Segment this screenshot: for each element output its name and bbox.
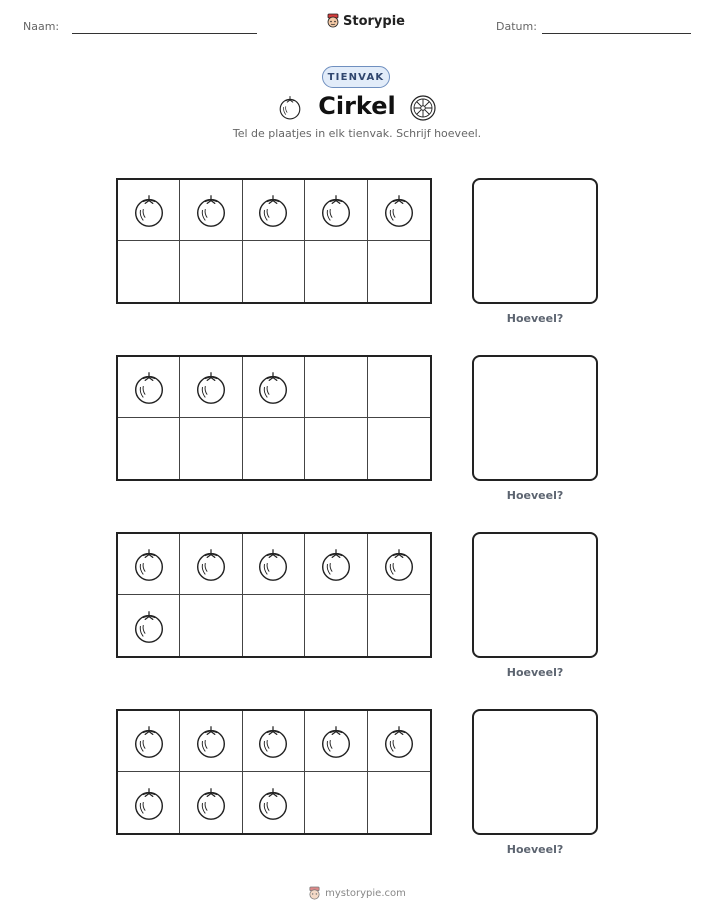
- tomato-icon: [130, 607, 168, 645]
- ten-frame-cell: [368, 534, 430, 595]
- answer-box[interactable]: [472, 709, 598, 835]
- ten-frame-cell: [180, 595, 242, 656]
- wheel-icon: [408, 93, 438, 123]
- answer-box[interactable]: [472, 355, 598, 481]
- ten-frame-cell: [180, 772, 242, 833]
- tomato-icon: [130, 545, 168, 583]
- answer-label: Hoeveel?: [506, 489, 564, 502]
- ten-frame-cell: [180, 418, 242, 479]
- tomato-icon: [254, 368, 292, 406]
- ten-frame-cell: [368, 711, 430, 772]
- tomato-icon: [254, 784, 292, 822]
- ten-frame: [116, 532, 432, 658]
- tomato-icon: [380, 722, 418, 760]
- brand-logo: [326, 13, 405, 29]
- ten-frame-cell: [368, 357, 430, 418]
- ten-frame-cell: [305, 241, 367, 302]
- ten-frame-cell: [180, 241, 242, 302]
- tomato-icon: [130, 722, 168, 760]
- storypie-mascot-icon: [326, 13, 340, 29]
- footer: [0, 886, 714, 901]
- ten-frame-cell: [305, 418, 367, 479]
- date-label: Datum:: [496, 20, 537, 33]
- ten-frame-cell: [305, 595, 367, 656]
- ten-frame-cell: [368, 418, 430, 479]
- ten-frame-cell: [368, 241, 430, 302]
- ten-frame-cell: [368, 595, 430, 656]
- ten-frame-cell: [243, 595, 305, 656]
- ten-frame-cell: [305, 180, 367, 241]
- tomato-icon: [130, 191, 168, 229]
- ten-frame-cell: [368, 180, 430, 241]
- ten-frame-cell: [243, 357, 305, 418]
- tomato-icon: [192, 784, 230, 822]
- instructions: Tel de plaatjes in elk tienvak. Schrijf hoeveel.: [232, 127, 482, 140]
- tomato-icon: [380, 545, 418, 583]
- tomato-icon: [317, 722, 355, 760]
- ten-frame-cell: [305, 772, 367, 833]
- answer-label: Hoeveel?: [506, 666, 564, 679]
- ten-frame-cell: [180, 357, 242, 418]
- category-badge: TIENVAK: [322, 66, 390, 88]
- ten-frame-cell: [305, 534, 367, 595]
- tomato-icon: [130, 784, 168, 822]
- name-line[interactable]: [72, 33, 257, 34]
- answer-label: Hoeveel?: [506, 843, 564, 856]
- ten-frame: [116, 178, 432, 304]
- ten-frame-cell: [243, 241, 305, 302]
- ten-frame-cell: [243, 534, 305, 595]
- ten-frame-cell: [368, 772, 430, 833]
- ten-frame-cell: [243, 711, 305, 772]
- ten-frame-cell: [118, 772, 180, 833]
- ten-frame-cell: [118, 241, 180, 302]
- ten-frame-cell: [118, 357, 180, 418]
- ten-frame-cell: [243, 418, 305, 479]
- ten-frame-cell: [305, 711, 367, 772]
- ten-frame-cell: [180, 711, 242, 772]
- storypie-mascot-icon: [308, 886, 321, 901]
- date-line[interactable]: [542, 33, 691, 34]
- ten-frame-cell: [118, 595, 180, 656]
- brand-name: Storypie: [343, 13, 405, 29]
- footer-url: mystorypie.com: [325, 888, 406, 899]
- page-title: Cirkel: [318, 92, 396, 120]
- tomato-icon: [254, 722, 292, 760]
- ten-frame: [116, 355, 432, 481]
- tomato-icon: [192, 545, 230, 583]
- answer-box[interactable]: [472, 532, 598, 658]
- tomato-icon: [317, 545, 355, 583]
- ten-frame-cell: [305, 357, 367, 418]
- tomato-icon: [192, 722, 230, 760]
- tomato-icon: [317, 191, 355, 229]
- ten-frame-cell: [118, 180, 180, 241]
- ten-frame-cell: [243, 772, 305, 833]
- tomato-icon: [254, 545, 292, 583]
- name-label: Naam:: [23, 20, 60, 33]
- tomato-icon: [380, 191, 418, 229]
- tomato-icon: [254, 191, 292, 229]
- ten-frame-cell: [243, 180, 305, 241]
- tomato-icon: [130, 368, 168, 406]
- ten-frame-cell: [118, 711, 180, 772]
- tomato-icon: [192, 368, 230, 406]
- answer-label: Hoeveel?: [506, 312, 564, 325]
- ten-frame: [116, 709, 432, 835]
- answer-box[interactable]: [472, 178, 598, 304]
- tomato-icon: [192, 191, 230, 229]
- ten-frame-cell: [118, 418, 180, 479]
- ten-frame-cell: [118, 534, 180, 595]
- ten-frame-cell: [180, 180, 242, 241]
- ten-frame-cell: [180, 534, 242, 595]
